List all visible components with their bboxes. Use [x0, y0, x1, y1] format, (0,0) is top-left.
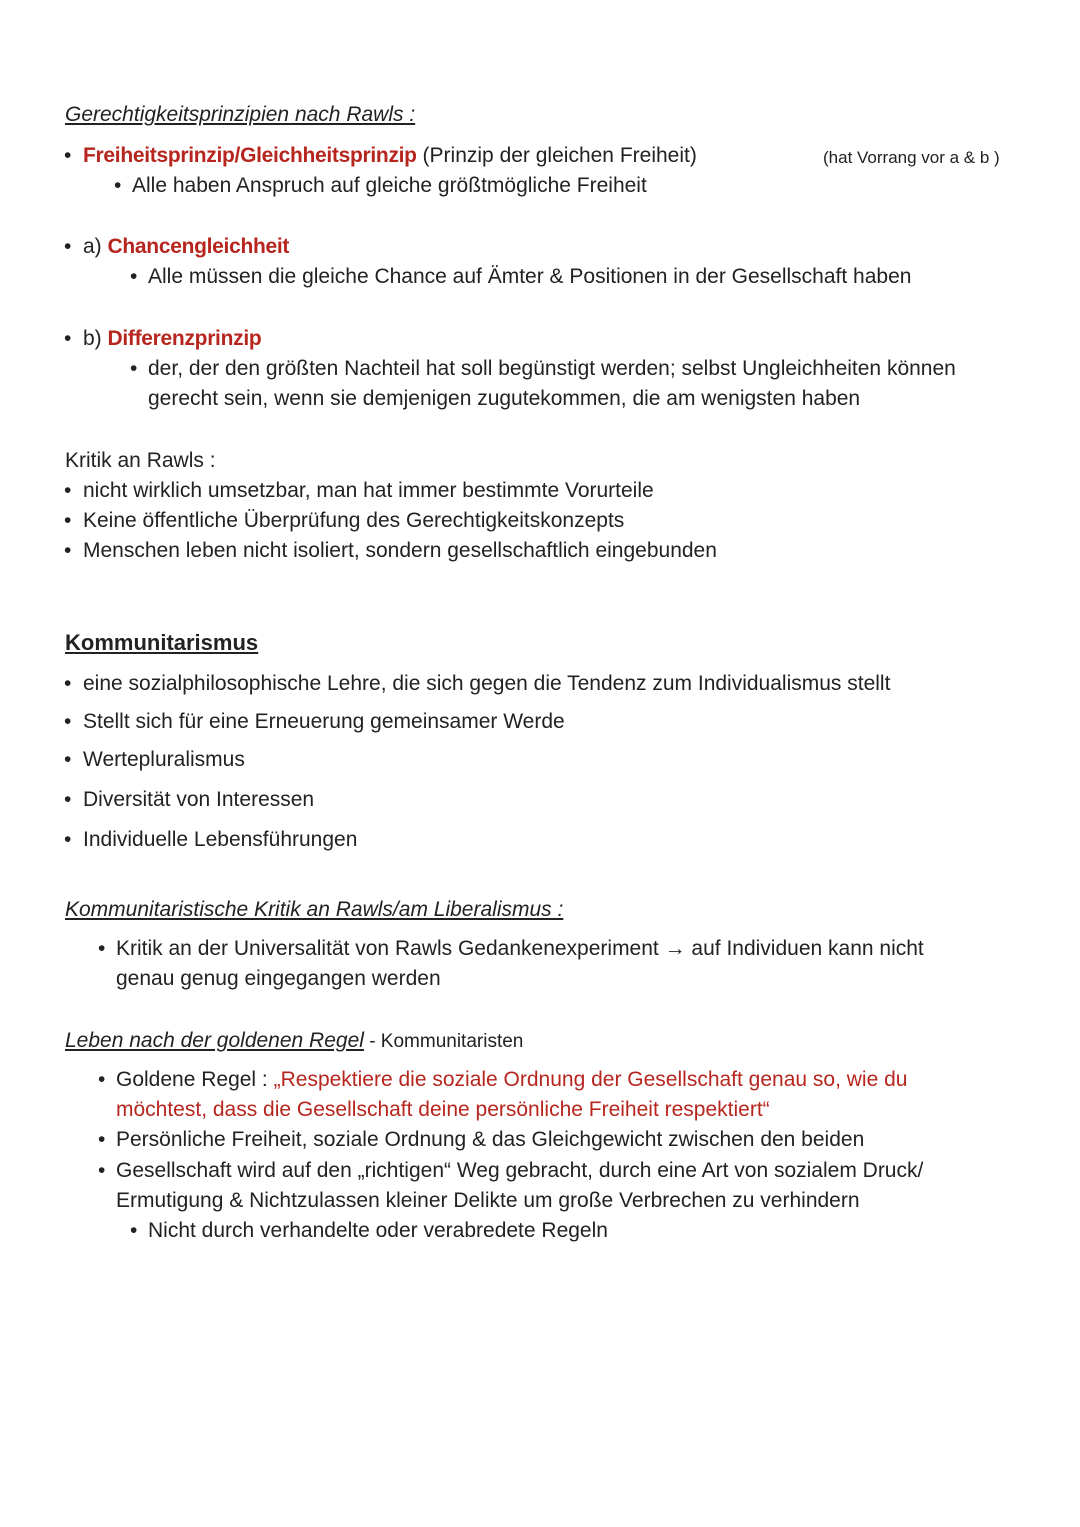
list-item: eine sozialphilosophische Lehre, die sich gegen die Tendenz zum Individualismus stellt — [83, 672, 891, 695]
goldene-regel-item-3-line2: Ermutigung & Nichtzulassen kleiner Delikte um große Verbrechen zu verhindern — [116, 1189, 860, 1212]
bullet-icon: • — [64, 327, 72, 350]
goldene-regel-quote-line1: „Respektiere die soziale Ordnung der Gesellschaft genau so, wie du — [273, 1068, 908, 1091]
goldene-regel-item-1 — [116, 1065, 907, 1095]
rawls-heading: Gerechtigkeitsprinzipien nach Rawls : — [65, 103, 416, 126]
principle-b-label: Differenzprinzip — [107, 327, 262, 350]
kritik-heading: Kritik an Rawls : — [65, 449, 216, 472]
kommunitarismus-heading: Kommunitarismus — [65, 630, 259, 655]
komm-kritik-line1: Kritik an der Universalität von Rawls Gedankenexperiment → auf Individuen kann nicht — [116, 937, 924, 960]
bullet-icon: • — [98, 1128, 106, 1151]
goldene-regel-heading: Leben nach der goldenen Regel — [65, 1029, 364, 1052]
komm-kritik-line2: genau genug eingegangen werden — [116, 967, 441, 990]
principle-b — [83, 324, 261, 354]
bullet-icon: • — [64, 710, 72, 733]
bullet-icon: • — [64, 788, 72, 811]
bullet-icon: • — [98, 1159, 106, 1182]
principle-a-label: Chancengleichheit — [107, 235, 290, 258]
list-item: Wertepluralismus — [83, 748, 245, 771]
goldene-regel-item-4: Nicht durch verhandelte oder verabredete Regeln — [148, 1219, 608, 1242]
principle-a-prefix: a) — [83, 235, 108, 258]
goldene-regel-item-3-line1: Gesellschaft wird auf den „richtigen“ Weg gebracht, durch eine Art von sozialem Druck/ — [116, 1159, 924, 1182]
bullet-icon: • — [64, 539, 72, 562]
komm-kritik-heading: Kommunitaristische Kritik an Rawls/am Liberalismus : — [65, 898, 564, 921]
principle-freedom-desc: (Prinzip der gleichen Freiheit) — [416, 144, 697, 167]
principle-freedom-sub: Alle haben Anspruch auf gleiche größtmögliche Freiheit — [132, 174, 647, 197]
bullet-icon: • — [98, 937, 106, 960]
goldene-regel-prefix: Goldene Regel : — [116, 1068, 274, 1091]
bullet-icon: • — [98, 1068, 106, 1091]
principle-freedom-label: Freiheitsprinzip/Gleichheitsprinzip — [83, 144, 417, 167]
bullet-icon: • — [130, 265, 138, 288]
goldene-regel-quote-line2: möchtest, dass die Gesellschaft deine persönliche Freiheit respektiert“ — [116, 1098, 770, 1121]
bullet-icon: • — [64, 509, 72, 532]
list-item: nicht wirklich umsetzbar, man hat immer bestimmte Vorurteile — [83, 479, 654, 502]
principle-b-sub-line1: der, der den größten Nachteil hat soll begünstigt werden; selbst Ungleichheiten können — [148, 357, 956, 380]
bullet-icon: • — [64, 144, 72, 167]
list-item: Menschen leben nicht isoliert, sondern gesellschaftlich eingebunden — [83, 539, 717, 562]
goldene-regel-heading-suffix: - Kommunitaristen — [363, 1031, 524, 1052]
bullet-icon: • — [114, 174, 122, 197]
principle-b-prefix: b) — [83, 327, 108, 350]
priority-note: (hat Vorrang vor a & b ) — [823, 148, 1000, 167]
bullet-icon: • — [64, 672, 72, 695]
principle-a-sub: Alle müssen die gleiche Chance auf Ämter & Positionen in der Gesellschaft haben — [148, 265, 912, 288]
bullet-icon: • — [130, 1219, 138, 1242]
goldene-regel-heading-row — [65, 1026, 523, 1057]
bullet-icon: • — [64, 748, 72, 771]
bullet-icon: • — [64, 235, 72, 258]
bullet-icon: • — [64, 479, 72, 502]
principle-freedom — [83, 141, 697, 171]
list-item: Individuelle Lebensführungen — [83, 828, 358, 851]
bullet-icon: • — [64, 828, 72, 851]
list-item: Keine öffentliche Überprüfung des Gerechtigkeitskonzepts — [83, 509, 625, 532]
bullet-icon: • — [130, 357, 138, 380]
list-item: Stellt sich für eine Erneuerung gemeinsamer Werde — [83, 710, 565, 733]
principle-a — [83, 232, 289, 262]
principle-b-sub-line2: gerecht sein, wenn sie demjenigen zugutekommen, die am wenigsten haben — [148, 387, 861, 410]
goldene-regel-item-2: Persönliche Freiheit, soziale Ordnung & das Gleichgewicht zwischen den beiden — [116, 1128, 865, 1151]
list-item: Diversität von Interessen — [83, 788, 315, 811]
